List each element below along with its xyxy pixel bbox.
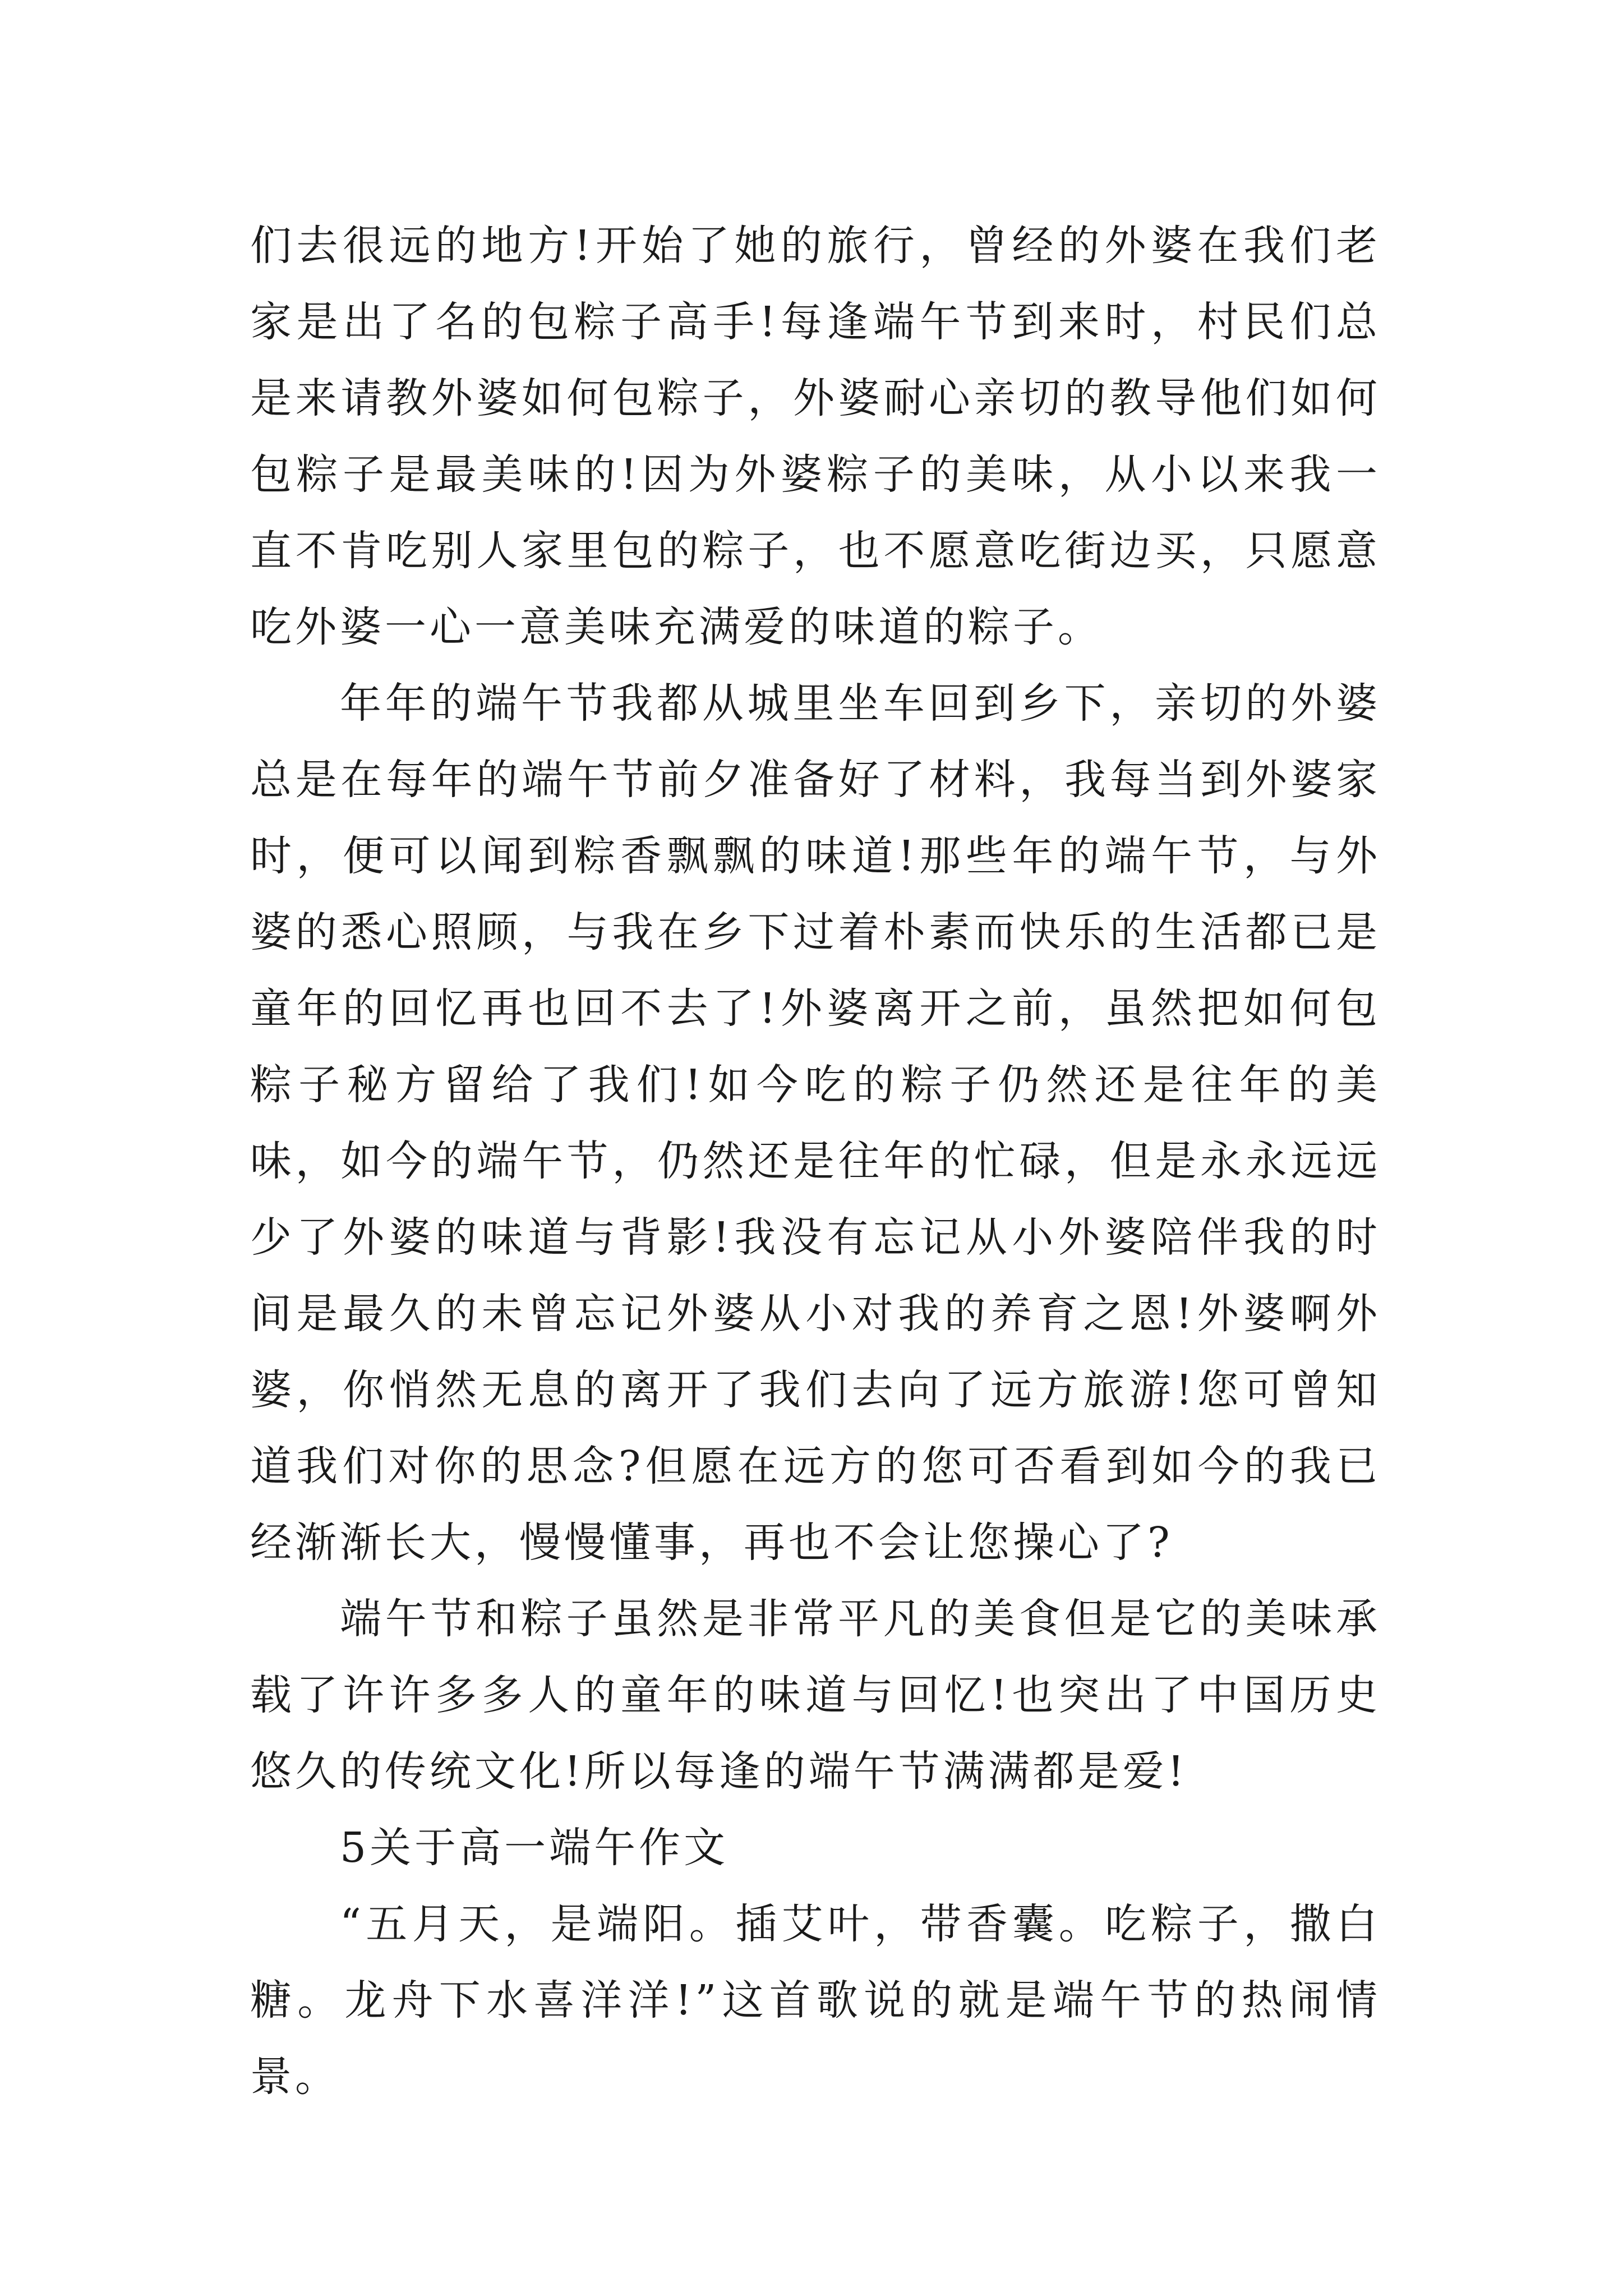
document-body bbox=[250, 208, 1381, 2115]
paragraph-1: 们去很远的地方!开始了她的旅行，曾经的外婆在我们老家是出了名的包粽子高手!每逢端午节到来时，村民们总是来请教外婆如何包粽子，外婆耐心亲切的教导他们如何包粽子是最美味的!因为外婆粽子的美味，从小以来我一直不肯吃别人家里包的粽子，也不愿意吃街边买，只愿意吃外婆一心一意美味充满爱的味道的粽子。 bbox=[250, 222, 1381, 651]
paragraph-4: “五月天，是端阳。插艾叶，带香囊。吃粽子，撒白糖。龙舟下水喜洋洋!”这首歌说的就是端午节的热闹情景。 bbox=[250, 1900, 1381, 2101]
paragraph-3: 端午节和粽子虽然是非常平凡的美食但是它的美味承载了许许多多人的童年的味道与回忆!也突出了中国历史悠久的传统文化!所以每逢的端午节满满都是爱! bbox=[250, 1595, 1381, 1796]
paragraph-2: 年年的端午节我都从城里坐车回到乡下，亲切的外婆总是在每年的端午节前夕准备好了材料，我每当到外婆家时，便可以闻到粽香飘飘的味道!那些年的端午节，与外婆的悉心照顾，与我在乡下过着朴素而快乐的生活都已是童年的回忆再也回不去了!外婆离开之前，虽然把如何包粽子秘方留给了我们!如今吃的粽子仍然还是往年的美味，如今的端午节，仍然还是往年的忙碌，但是永永远远少了外婆的味道与背影!我没有忘记从小外婆陪伴我的时间是最久的未曾忘记外婆从小对我的养育之恩!外婆啊外婆，你悄然无息的离开了我们去向了远方旅游!您可曾知道我们对你的思念?但愿在远方的您可否看到如今的我已经渐渐长大，慢慢懂事，再也不会让您操心了? bbox=[250, 679, 1381, 1567]
section-heading: 5关于高一端午作文 bbox=[340, 1824, 729, 1872]
